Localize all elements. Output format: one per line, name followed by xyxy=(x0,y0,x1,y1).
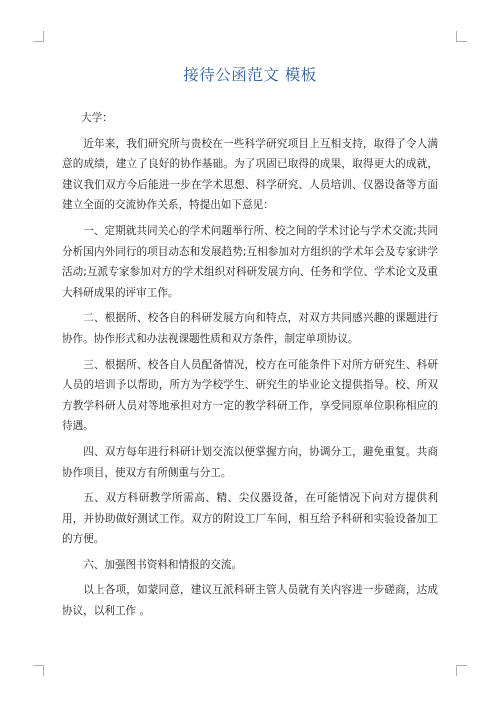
document-body xyxy=(62,108,438,627)
paragraph-item-1: 一、定期就共同关心的学术问题举行所、校之间的学术讨论与学术交流;共同分析国内外同行的项目动态和发展趋势;互相参加对方组织的学术年会及专家讲学活动;互派专家参加对方的学术组织对科研发展方向、任务和学位、学术论文及重大科研成果的评审工作。 xyxy=(62,224,438,299)
paragraph-item-5: 五、双方科研教学所需高、精、尖仪器设备，在可能情况下向对方提供利用，并协助做好测试工作。双方的附设工厂车间，相互给予科研和实验设备加工的方便。 xyxy=(62,492,438,546)
paragraph-closing: 以上各项，如蒙同意，建议互派科研主管人员就有关内容进一步磋商，达成协议，以利工作 。 xyxy=(62,584,438,618)
paragraph-item-6: 六、加强图书资料和情报的交流。 xyxy=(83,558,243,571)
paragraph-intro: 近年来，我们研究所与贵校在一些科学研究项目上互相支持，取得了令人满意的成绩，建立了良好的协作基础。为了巩固已取得的成果，取得更大的成就，建议我们双方今后能进一步在学术思想、科学研究、人员培训、仪器设备等方面建立全面的交流协作关系，特提出如下意见： xyxy=(62,137,438,212)
paragraph-item-4: 四、双方每年进行科研计划交流以便掌握方向，协调分工，避免重复。共商协作项目，使双方有所侧重与分工。 xyxy=(62,445,438,479)
paragraph-item-2: 二、根据所、校各自的科研发展方向和特点，对双方共同感兴趣的课题进行协作。协作形式和办法视课题性质和双方条件，制定单项协议。 xyxy=(62,312,438,345)
crop-mark-top-right xyxy=(456,31,467,42)
salutation: 大学： xyxy=(81,112,113,124)
paragraph-item-3: 三、根据所、校各自人员配备情况，校方在可能条件下对所方研究生、科研人员的培训予以帮助，所方为学校学生、研究生的毕业论文提供指导。校、所双方教学科研人员对等地承担对方一定的教学科研工作，享受同原单位职称相应的待遇。 xyxy=(62,358,438,433)
document-title: 接待公函范文 模板 xyxy=(183,66,317,84)
crop-mark-bottom-right xyxy=(456,665,467,676)
crop-mark-bottom-left xyxy=(33,665,44,676)
crop-mark-top-left xyxy=(33,31,44,42)
